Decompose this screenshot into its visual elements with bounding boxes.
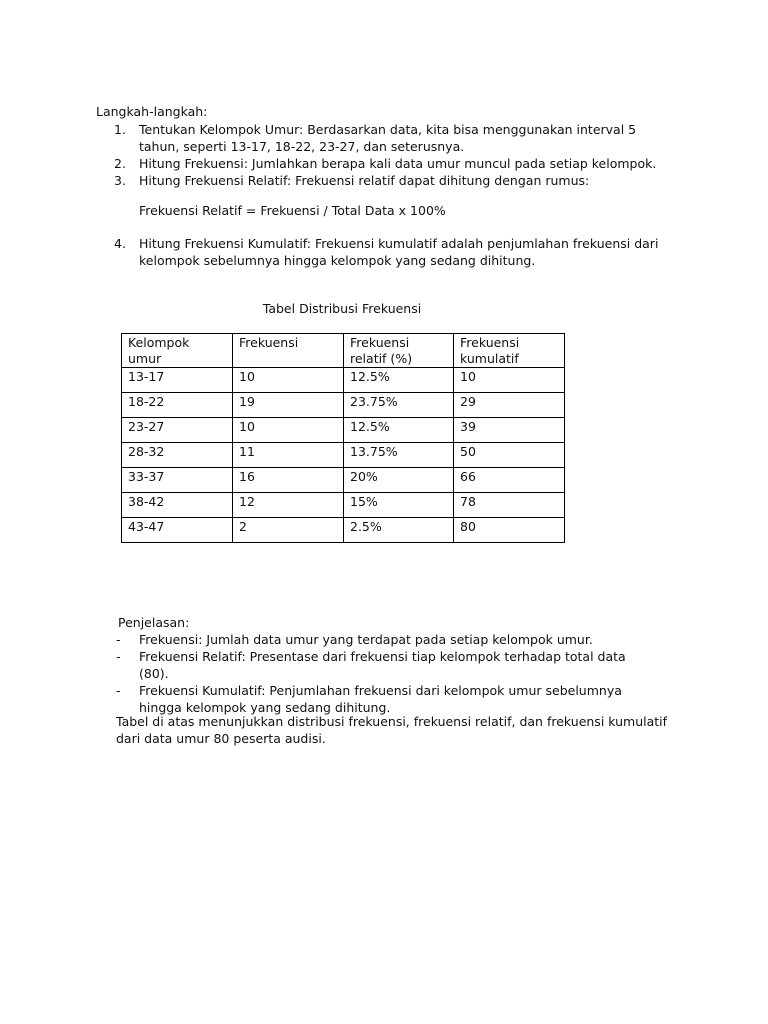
table-row: [122, 443, 565, 468]
explanation-heading: Penjelasan:: [118, 615, 190, 630]
steps-list: [114, 121, 674, 189]
step-number: 1.: [114, 122, 126, 137]
step-item: [114, 235, 674, 269]
table-cell: 39: [454, 418, 565, 443]
bullet-dash: -: [116, 632, 121, 647]
table-row: [122, 518, 565, 543]
table-row: [122, 418, 565, 443]
table-cell: 28-32: [122, 443, 233, 468]
table-cell: 2.5%: [344, 518, 454, 543]
bullet-dash: -: [116, 649, 121, 664]
table-cell: 18-22: [122, 393, 233, 418]
table-cell: 43-47: [122, 518, 233, 543]
table-cell: 15%: [344, 493, 454, 518]
explanation-text: Frekuensi Relatif: Presentase dari frekuensi tiap kelompok terhadap total data (80).: [139, 649, 626, 681]
step-text: Hitung Frekuensi Relatif: Frekuensi relatif dapat dihitung dengan rumus:: [139, 173, 590, 188]
table-row: [122, 368, 565, 393]
table-cell: 12.5%: [344, 368, 454, 393]
header-cell: Frekuensi relatif (%): [344, 334, 454, 368]
steps-heading: Langkah-langkah:: [96, 104, 208, 119]
table-cell: 10: [454, 368, 565, 393]
step-text: Hitung Frekuensi: Jumlahkan berapa kali data umur muncul pada setiap kelompok.: [139, 156, 657, 171]
table-cell: 10: [233, 418, 344, 443]
table-cell: 29: [454, 393, 565, 418]
table-cell: 50: [454, 443, 565, 468]
header-cell: Frekuensi: [233, 334, 344, 368]
step-text: Tentukan Kelompok Umur: Berdasarkan data, kita bisa menggunakan interval 5 tahun, seperti 13-17, 18-22, 23-27, dan seterusnya.: [139, 122, 637, 154]
table-cell: 2: [233, 518, 344, 543]
explanation-list: [114, 631, 644, 716]
table-cell: 23-27: [122, 418, 233, 443]
closing-paragraph: Tabel di atas menunjukkan distribusi frekuensi, frekuensi relatif, dan frekuensi kumulatif dari data umur 80 peserta audisi.: [116, 714, 668, 746]
steps-list-continued: [114, 235, 674, 269]
step-number: 2.: [114, 156, 126, 171]
table-cell: 13.75%: [344, 443, 454, 468]
table-title: Tabel Distribusi Frekuensi: [262, 301, 422, 316]
explanation-item: [114, 682, 644, 716]
table-cell: 19: [233, 393, 344, 418]
table-cell: 38-42: [122, 493, 233, 518]
table-cell: 78: [454, 493, 565, 518]
frequency-table: [121, 333, 565, 543]
table-row: [122, 468, 565, 493]
header-cell: Frekuensi kumulatif: [454, 334, 565, 368]
table-cell: 13-17: [122, 368, 233, 393]
table-cell: 33-37: [122, 468, 233, 493]
table-cell: 10: [233, 368, 344, 393]
table-cell: 23.75%: [344, 393, 454, 418]
table-cell: 20%: [344, 468, 454, 493]
table-cell: 12.5%: [344, 418, 454, 443]
step-item: [114, 172, 674, 189]
table-cell: 80: [454, 518, 565, 543]
table-row: [122, 393, 565, 418]
explanation-text: Frekuensi: Jumlah data umur yang terdapat pada setiap kelompok umur.: [139, 632, 593, 647]
step-item: [114, 121, 674, 155]
explanation-item: [114, 648, 644, 682]
step-item: [114, 155, 674, 172]
table-cell: 16: [233, 468, 344, 493]
explanation-text: Frekuensi Kumulatif: Penjumlahan frekuensi dari kelompok umur sebelumnya hingga kelompok yang sedang dihitung.: [139, 683, 622, 715]
step-number: 4.: [114, 236, 126, 251]
header-cell: Kelompok umur: [122, 334, 233, 368]
table-cell: 12: [233, 493, 344, 518]
bullet-dash: -: [116, 683, 121, 698]
explanation-item: [114, 631, 644, 648]
step-number: 3.: [114, 173, 126, 188]
table-header-row: [122, 334, 565, 368]
table-cell: 11: [233, 443, 344, 468]
step-text: Hitung Frekuensi Kumulatif: Frekuensi kumulatif adalah penjumlahan frekuensi dari kelompok sebelumnya hingga kelompok yang sedang dihitung.: [139, 236, 659, 268]
table-cell: 66: [454, 468, 565, 493]
formula-text: Frekuensi Relatif = Frekuensi / Total Data x 100%: [139, 203, 446, 218]
table-row: [122, 493, 565, 518]
